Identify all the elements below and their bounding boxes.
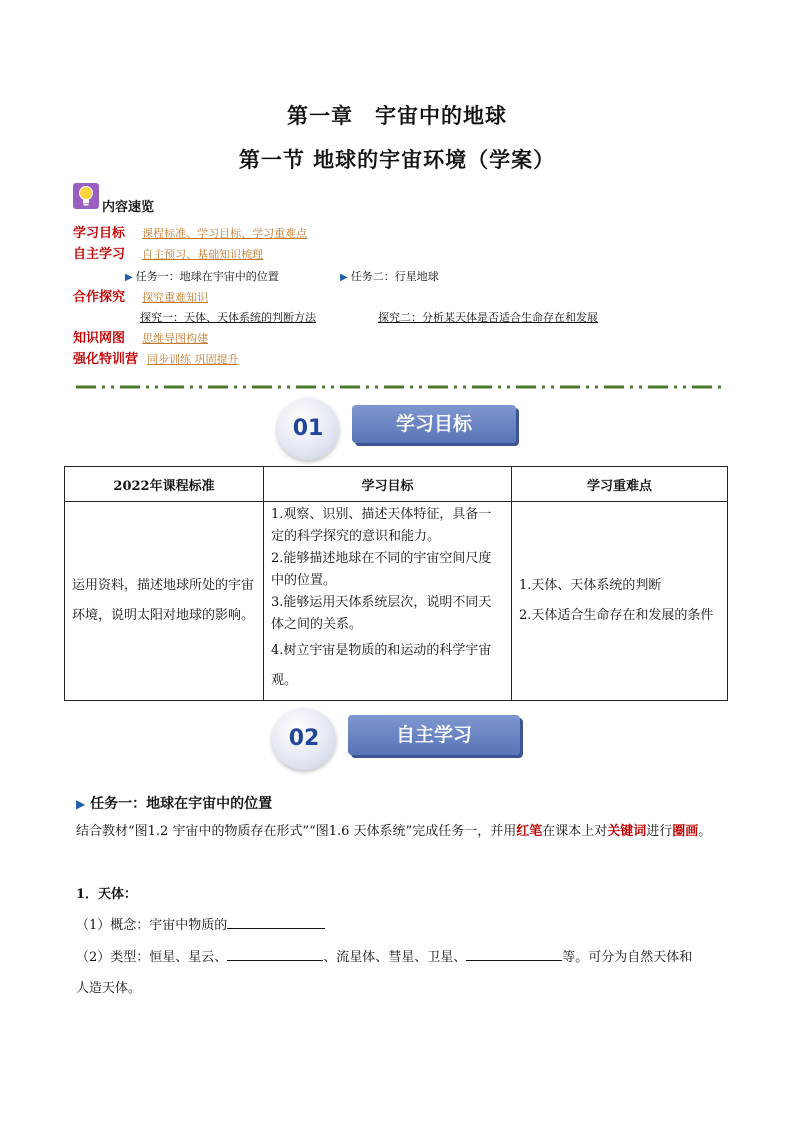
overview-link-self-study[interactable]: 自主预习、基础知识梳理: [142, 248, 264, 261]
triangle-icon: ▶: [340, 272, 348, 283]
task1-heading: ▶ 任务一：地球在宇宙中的位置: [76, 796, 273, 812]
item1-types-cont: 人造天体。: [76, 981, 142, 996]
overview-row-objectives: [73, 222, 307, 241]
dashed-divider: [76, 385, 724, 389]
learning-goal: 4.树立宇宙是物质的和运动的科学宇宙观。: [271, 643, 492, 688]
table-header: 学习重难点: [512, 467, 728, 502]
table-header: 学习目标: [264, 467, 512, 502]
learning-goals-cell: [264, 502, 512, 701]
overview-title: 内容速览: [102, 200, 155, 215]
item1-title: 1．天体：: [76, 887, 138, 902]
overview-exploration-1[interactable]: 探究一：天体、天体系统的判断方法: [140, 311, 316, 324]
lightbulb-icon: [73, 183, 99, 209]
course-standard-cell: 运用资料，描述地球所处的宇宙环境，说明太阳对地球的影响。: [65, 502, 264, 701]
overview-row-training: [73, 348, 239, 367]
overview-link-cooperative[interactable]: 探究重难知识: [142, 291, 209, 304]
overview-label: 合作探究: [73, 290, 126, 305]
key-point: 1.天体、天体系统的判断: [519, 578, 662, 593]
key-point: 2.天体适合生命存在和发展的条件: [519, 608, 714, 623]
objectives-table: [64, 466, 728, 701]
overview-row-self-study: [73, 243, 263, 262]
triangle-icon: ▶: [76, 797, 86, 811]
section-badge-label: 自主学习: [348, 715, 520, 755]
overview-link-training[interactable]: 同步训练 巩固提升: [147, 353, 239, 366]
overview-task-1[interactable]: ▶ 任务一：地球在宇宙中的位置: [125, 270, 279, 283]
section-badge-label: 学习目标: [352, 405, 516, 443]
overview-row-cooperative: [73, 286, 208, 305]
table-header: 2022年课程标准: [65, 467, 264, 502]
section-badge-number: 02: [272, 708, 336, 770]
overview-task-2[interactable]: ▶ 任务二：行星地球: [340, 270, 439, 283]
answer-blank[interactable]: [227, 946, 323, 961]
overview-link-knowledge-map[interactable]: 思维导图构建: [142, 332, 209, 345]
triangle-icon: ▶: [125, 272, 133, 283]
learning-goal: 2.能够描述地球在不同的宇宙空间尺度中的位置。: [271, 551, 492, 588]
learning-goal: 1.观察、识别、描述天体特征，具备一定的科学探究的意识和能力。: [271, 507, 492, 544]
overview-exploration-2[interactable]: 探究二：分析某天体是否适合生命存在和发展: [378, 311, 598, 324]
key-points-cell: [512, 502, 728, 701]
item1-types: （2）类型：恒星、星云、 、流星体、彗星、卫星、 等。可分为自然天体和: [76, 943, 736, 973]
learning-goal: 3.能够运用天体系统层次，说明不同天体之间的关系。: [271, 595, 492, 632]
overview-label: 自主学习: [73, 247, 126, 262]
overview-label: 知识网图: [73, 331, 126, 346]
answer-blank[interactable]: [227, 914, 325, 929]
overview-link-objectives[interactable]: 课程标准、学习目标、学习重难点: [142, 227, 308, 240]
task1-intro: 结合教材“图1.2 宇宙中的物质存在形式”“图1.6 天体系统”完成任务一，并用红笔在课本上对关键词进行圈画。: [76, 824, 712, 839]
overview-row-knowledge-map: [73, 327, 208, 346]
section-badge-number: 01: [277, 398, 339, 460]
section-title: 第一节 地球的宇宙环境（学案）: [238, 147, 556, 172]
answer-blank[interactable]: [466, 946, 562, 961]
overview-label: 学习目标: [73, 226, 126, 241]
overview-label: 强化特训营: [73, 352, 139, 367]
chapter-title: 第一章 宇宙中的地球: [287, 103, 507, 128]
item1-concept: （1）概念：宇宙中物质的: [76, 911, 325, 941]
